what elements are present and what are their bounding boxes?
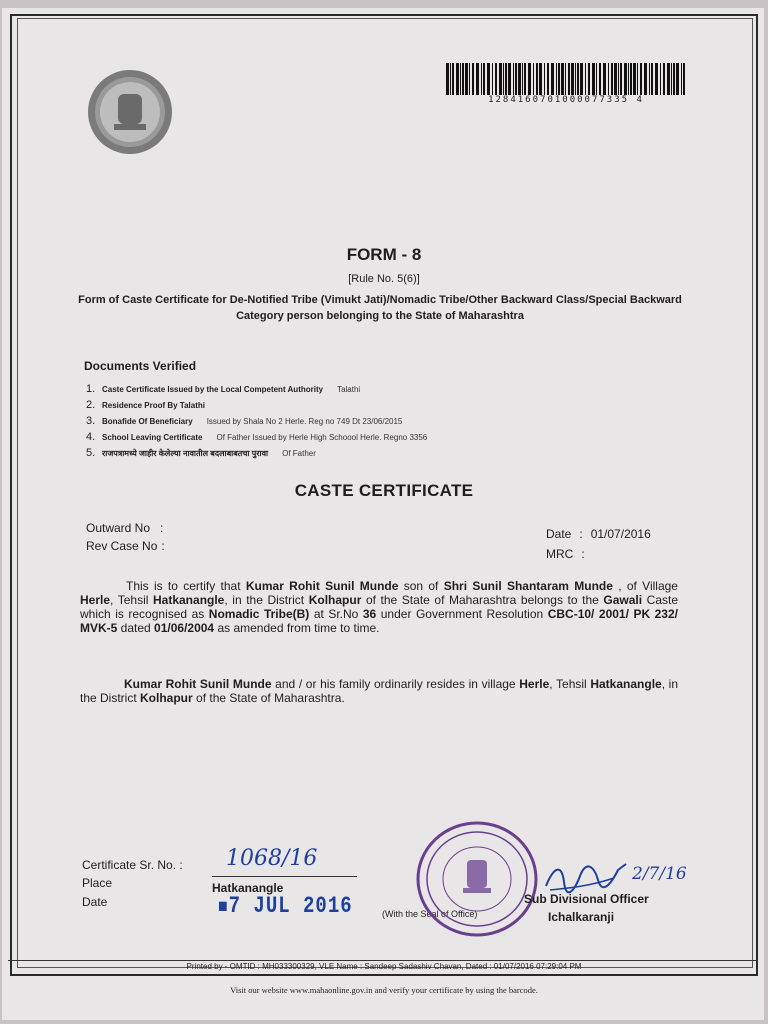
barcode-bar: [462, 63, 464, 95]
certificate-sr-value: 1068/16: [226, 846, 318, 871]
document-value: Of Father Issued by Herle High Schoool Herle. Regno 3356: [216, 432, 428, 442]
place-value: Hatkanangle: [212, 881, 284, 895]
barcode-bar: [465, 63, 468, 95]
rule-number: [Rule No. 5(6)]: [348, 273, 420, 285]
barcode-bar: [503, 63, 504, 95]
outward-no: Outward No :: [86, 521, 164, 535]
barcode-bar: [644, 63, 647, 95]
barcode-bar: [522, 63, 523, 95]
barcode-bar: [544, 63, 545, 95]
officer-place: Ichalkaranji: [548, 910, 615, 924]
barcode-bar: [660, 63, 661, 95]
barcode-bar: [515, 63, 517, 95]
document-value: Talathi: [337, 384, 361, 394]
barcode-bar: [551, 63, 554, 95]
residence-paragraph: Kumar Rohit Sunil Munde and / or his family ordinarily resides in village Herle, Tehsil Hatkanangle, in the District Kolhapur of the State of Maharashtra.: [80, 677, 679, 705]
barcode-bar: [487, 63, 490, 95]
issue-date: Date : 01/07/2016: [546, 527, 651, 541]
barcode-bar: [630, 63, 632, 95]
barcode-bar: [637, 63, 638, 95]
barcode-bar: [640, 63, 642, 95]
printed-by: Printed by - OMTID : MH033300329, VLE Name : Sandeep Sadashiv Chavan, Dated : 01/07/2016 07:29:04 PM: [186, 962, 582, 971]
office-round-stamp: [415, 820, 539, 938]
barcode-bar: [565, 63, 566, 95]
barcode-bar: [575, 63, 576, 95]
document-item: [86, 445, 427, 461]
barcode-bar: [492, 63, 493, 95]
barcode-bar: [558, 63, 560, 95]
barcode-bar: [524, 63, 526, 95]
document-label: राजपत्रामध्ये जाहीर केलेल्या नावातील बदलाबाबतचा पुरावा: [102, 448, 269, 458]
barcode-bar: [513, 63, 514, 95]
barcode-bar: [681, 63, 682, 95]
barcode-bar: [673, 63, 675, 95]
sr-underline: [212, 876, 357, 877]
barcode-bar: [539, 63, 542, 95]
documents-verified-heading: Documents Verified: [84, 359, 197, 373]
barcode-bar: [533, 63, 534, 95]
barcode-bar: [592, 63, 595, 95]
place-label: Place: [82, 876, 113, 890]
document-value: Issued by Shala No 2 Herle. Reg no 749 Dt 23/06/2015: [206, 416, 403, 426]
barcode-bar: [620, 63, 622, 95]
barcode-bar: [628, 63, 629, 95]
barcode-bar: [446, 63, 449, 95]
barcode-bar: [476, 63, 479, 95]
barcode-bar: [580, 63, 583, 95]
document-number: 4.: [86, 431, 96, 443]
barcode-bar: [499, 63, 502, 95]
barcode-bar: [596, 63, 597, 95]
barcode-bar: [561, 63, 564, 95]
barcode-bar: [450, 63, 451, 95]
certificate-sr-label: Certificate Sr. No. :: [82, 858, 183, 872]
barcode-bar: [483, 63, 485, 95]
date-label: Date: [82, 895, 108, 909]
barcode-bar: [568, 63, 570, 95]
barcode-bar: [667, 63, 670, 95]
barcode-bar: [547, 63, 549, 95]
barcode-bar: [608, 63, 609, 95]
document-number: 2.: [86, 399, 96, 411]
barcode-bar: [495, 63, 497, 95]
document-label: Bonafide Of Beneficiary: [102, 416, 193, 426]
document-label: Residence Proof By Talathi: [102, 400, 205, 410]
barcode-bar: [633, 63, 636, 95]
document-number: 5.: [86, 447, 96, 459]
barcode-bar: [460, 63, 461, 95]
caste-certificate-title: CASTE CERTIFICATE: [294, 481, 474, 500]
rev-case-no: Rev Case No :: [86, 539, 165, 553]
document-value: Of Father: [282, 448, 316, 458]
document-number: 1.: [86, 383, 96, 395]
mrc: MRC :: [546, 547, 585, 561]
barcode-bar: [649, 63, 650, 95]
document-item: [86, 429, 427, 445]
barcode-bar: [505, 63, 507, 95]
barcode-bar: [614, 63, 617, 95]
document-label: Caste Certificate Issued by the Local Competent Authority: [102, 384, 324, 394]
barcode-number: 1284160701000077335 4: [488, 95, 644, 105]
barcode-bar: [655, 63, 658, 95]
barcode-bar: [528, 63, 531, 95]
documents-list: [86, 381, 427, 461]
barcode: [446, 63, 686, 95]
barcode-bar: [599, 63, 601, 95]
barcode-bar: [518, 63, 521, 95]
barcode-bar: [651, 63, 653, 95]
verify-note: Visit our website www.mahaonline.gov.in and verify your certificate by using the barcode.: [230, 985, 538, 995]
document-number: 3.: [86, 415, 96, 427]
document-item: [86, 397, 427, 413]
state-emblem-seal: [86, 68, 174, 156]
officer-title: Sub Divisional Officer: [524, 892, 649, 906]
barcode-bar: [472, 63, 474, 95]
signed-date: 2/7/16: [632, 864, 687, 884]
footer-divider: [8, 960, 758, 961]
barcode-bar: [571, 63, 574, 95]
barcode-bar: [611, 63, 613, 95]
barcode-bar: [624, 63, 627, 95]
document-item: [86, 381, 427, 397]
barcode-bar: [556, 63, 557, 95]
barcode-bar: [452, 63, 454, 95]
barcode-bar: [536, 63, 538, 95]
document-label: School Leaving Certificate: [102, 432, 203, 442]
barcode-bar: [481, 63, 482, 95]
date-stamp: ■7 JUL 2016: [218, 892, 353, 920]
form-subtitle: Form of Caste Certificate for De-Notified Tribe (Vimukt Jati)/Nomadic Tribe/Other Backward Class/Special Backward Category person belonging to the State of Maharashtra: [78, 294, 682, 322]
barcode-bar: [585, 63, 586, 95]
barcode-bar: [588, 63, 590, 95]
barcode-bar: [577, 63, 579, 95]
form-title: FORM - 8: [346, 245, 422, 264]
barcode-bar: [618, 63, 619, 95]
document-item: [86, 413, 427, 429]
barcode-bar: [683, 63, 685, 95]
barcode-bar: [671, 63, 672, 95]
seal-note: (With the Seal of Office): [382, 909, 478, 919]
barcode-bar: [676, 63, 679, 95]
barcode-bar: [469, 63, 470, 95]
certification-paragraph: This is to certify that Kumar Rohit Sunil Munde son of Shri Sunil Shantaram Munde , of Village Herle, Tehsil Hatkanangle, in the District Kolhapur of the State of Maharashtra belongs to the Gawali Caste which is recognised as Nomadic Tribe(B) at Sr.No 36 under Government Resolution CBC-10/ 2001/ PK 232/ MVK-5 dated 01/06/2004 as amended from time to time.: [80, 579, 679, 635]
barcode-bar: [508, 63, 511, 95]
barcode-bar: [603, 63, 606, 95]
barcode-bar: [456, 63, 459, 95]
barcode-bar: [663, 63, 665, 95]
